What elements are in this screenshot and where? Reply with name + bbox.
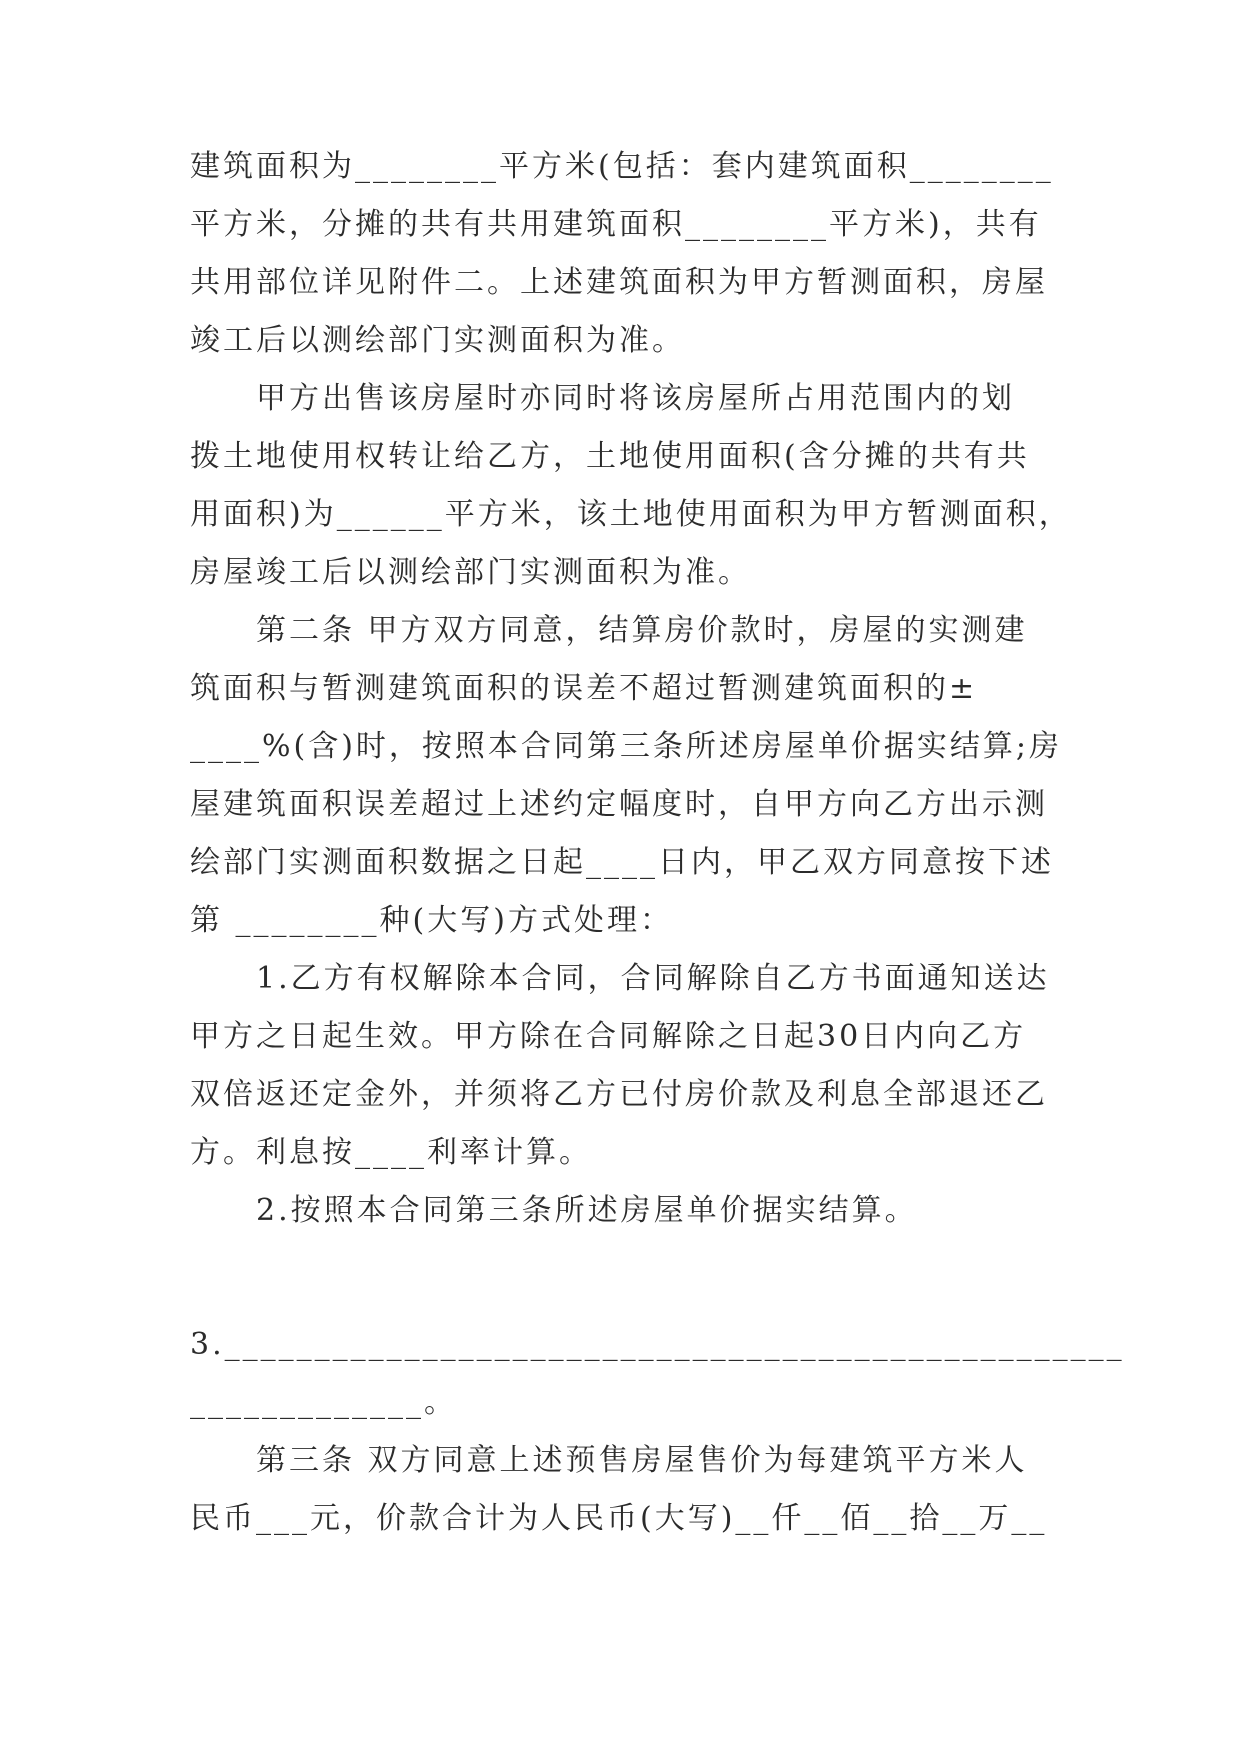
text-line: 屋建筑面积误差超过上述约定幅度时，自甲方向乙方出示测: [190, 787, 1048, 822]
text-line: 第 ________种(大写)方式处理：: [190, 903, 673, 938]
text-line: 双倍返还定金外，并须将乙方已付房价款及利息全部退还乙: [190, 1077, 1048, 1112]
text-line: 竣工后以测绘部门实测面积为准。: [190, 323, 685, 358]
article-three-heading-line: 第三条 双方同意上述预售房屋售价为每建筑平方米人: [256, 1443, 1028, 1478]
text-line: 绘部门实测面积数据之日起____日内，甲乙双方同意按下述: [190, 845, 1054, 880]
text-line: 平方米，分摊的共有共用建筑面积________平方米)，共有: [190, 207, 1042, 242]
option-two-line: 2.按照本合同第三条所述房屋单价据实结算。: [256, 1193, 918, 1228]
text-line: ____%(含)时，按照本合同第三条所述房屋单价据实结算;房: [190, 729, 1063, 764]
document-body-part2: [190, 1316, 1125, 1548]
article-two-heading-line: 第二条 甲方双方同意，结算房价款时，房屋的实测建: [256, 613, 1028, 648]
text-line: 筑面积与暂测建筑面积的误差不超过暂测建筑面积的±: [190, 671, 978, 706]
text-line: 建筑面积为________平方米(包括：套内建筑面积________: [190, 149, 1054, 184]
text-line: 用面积)为______平方米，该土地使用面积为甲方暂测面积，: [190, 497, 1072, 532]
option-three-line: 3.__________________________________________________: [190, 1327, 1125, 1362]
text-line: 拨土地使用权转让给乙方，土地使用面积(含分摊的共有共: [190, 439, 1030, 474]
text-line: _____________。: [190, 1385, 457, 1420]
option-one-line: 1.乙方有权解除本合同，合同解除自乙方书面通知送达: [256, 961, 1050, 996]
text-line: 民币___元，价款合计为人民币(大写)__仟__佰__拾__万__: [190, 1501, 1048, 1536]
text-line: 房屋竣工后以测绘部门实测面积为准。: [190, 555, 751, 590]
document-body-part1: [190, 138, 1072, 1240]
text-line: 甲方之日起生效。甲方除在合同解除之日起30日内向乙方: [190, 1019, 1027, 1054]
text-line: 方。利息按____利率计算。: [190, 1135, 592, 1170]
text-line: 共用部位详见附件二。上述建筑面积为甲方暂测面积，房屋: [190, 265, 1048, 300]
paragraph-start-line: 甲方出售该房屋时亦同时将该房屋所占用范围内的划: [256, 381, 1015, 416]
